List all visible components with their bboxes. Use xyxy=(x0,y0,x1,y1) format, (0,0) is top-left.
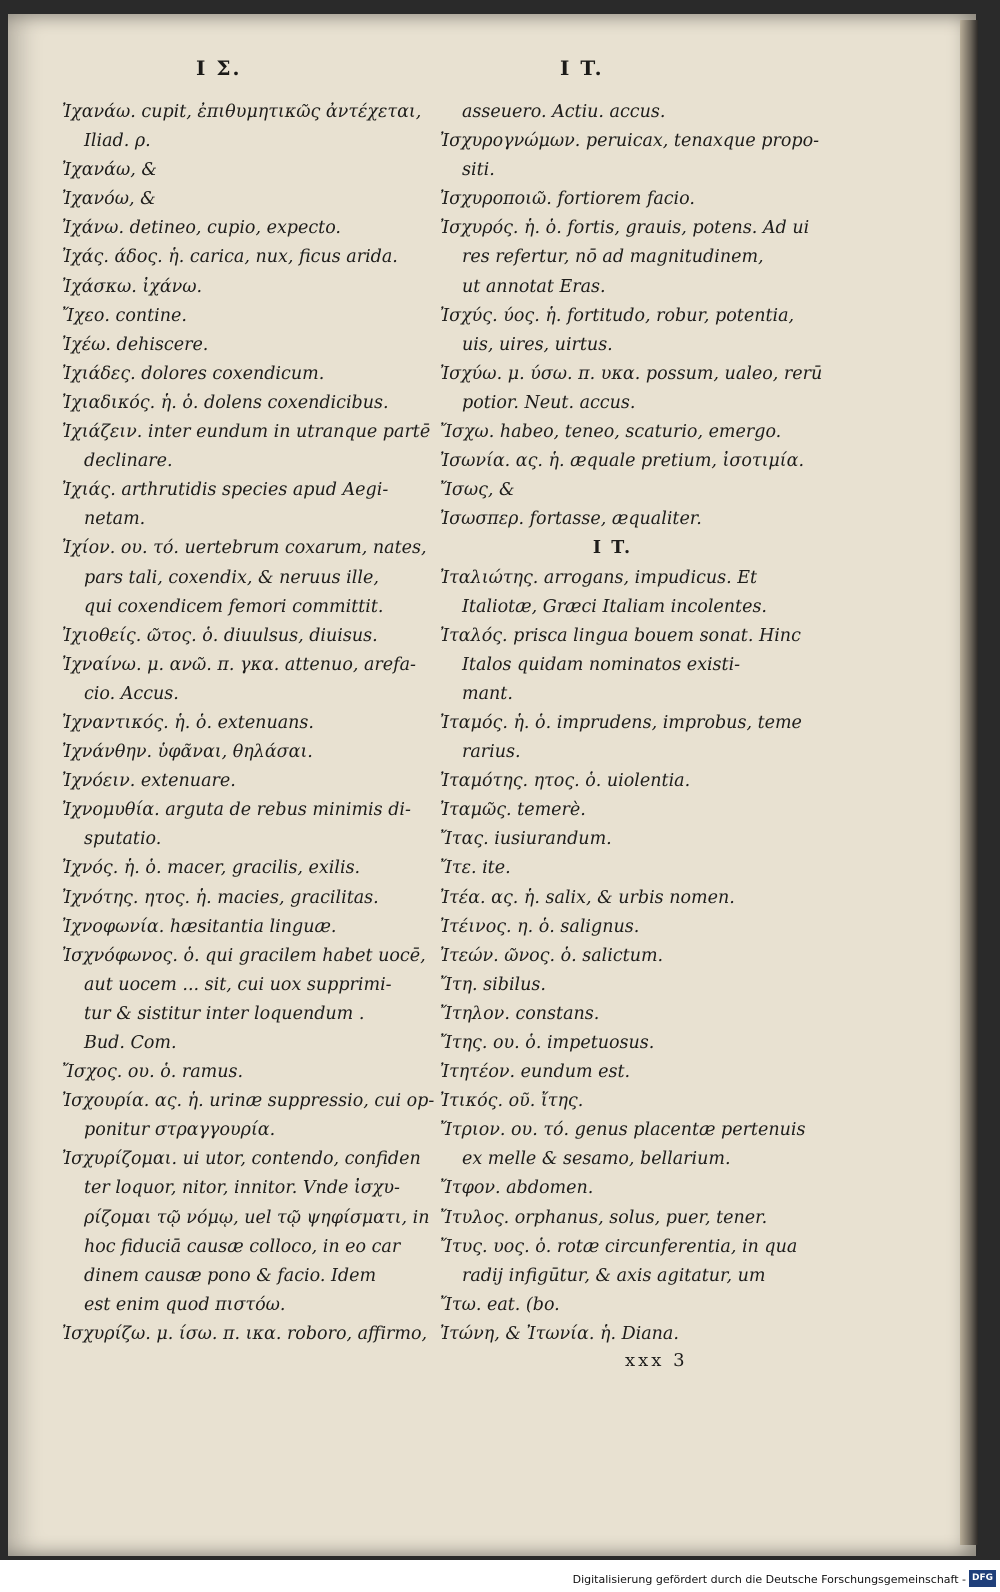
entry-line: ρίζομαι τῷ νόμῳ, uel τῷ ψηφίσματι, in xyxy=(84,1207,430,1228)
entry-line: Ἰσωσπερ. fortasse, æqualiter. xyxy=(440,509,702,530)
entry-line: hoc fiduciā causæ colloco, in eo car xyxy=(84,1236,401,1257)
entry-line: Ἰταλιώτης. arrogans, impudicus. Et xyxy=(440,567,758,588)
entry-line: Ἰσχυρίζω. μ. ίσω. π. ικα. roboro, affirmo, xyxy=(62,1323,428,1344)
entry-line: ter loquor, nitor, innitor. Vnde ἰσχυ- xyxy=(84,1178,400,1199)
entry-line: potior. Neut. accus. xyxy=(462,392,636,413)
entry-line: Ἰχνός. ἡ. ὁ. macer, gracilis, exilis. xyxy=(62,858,361,879)
entry-line: Ἰχάσκω. ἰχάνω. xyxy=(62,276,203,297)
entry-line: Ἰσχυρίζομαι. ui utor, contendo, confiden xyxy=(62,1149,421,1170)
entry-line: Italiotæ, Græci Italiam incolentes. xyxy=(462,596,767,617)
entry-line: Ἰχναίνω. μ. ανῶ. π. γκα. attenuo, arefa- xyxy=(62,654,416,675)
entry-line: Ἰχνάνθην. ὑφᾶναι, θηλάσαι. xyxy=(62,742,313,763)
entry-line: Ἴτηλον. constans. xyxy=(440,1003,600,1024)
entry-line: tur & sistitur inter loquendum . xyxy=(84,1003,365,1024)
entry-line: Ἰχανάω, & xyxy=(62,160,157,181)
entry-line: Ἰσχουρία. ας. ἡ. urinæ suppressio, cui op- xyxy=(62,1091,435,1112)
entry-line: Ἰχνομυθία. arguta de rebus minimis di- xyxy=(62,800,411,821)
entry-line: pars tali, coxendix, & neruus ille, xyxy=(84,567,379,588)
entry-line: Ἰτώνη, & Ἰτωνία. ἡ. Diana. xyxy=(440,1323,679,1344)
entry-line: Ἰσχυρός. ἡ. ὁ. fortis, grauis, potens. Ad ui xyxy=(440,218,810,239)
funding-credit: Digitalisierung gefördert durch die Deutsche Forschungsgemeinschaft - xyxy=(572,1573,966,1586)
entry-line: Ἰχανάω. cupit, ἐπιθυμητικῶς ἀντέχεται, xyxy=(62,102,422,122)
entry-line: Ἰχνότης. ητος. ἡ. macies, gracilitas. xyxy=(62,887,379,908)
entry-line: mant. xyxy=(462,683,513,704)
entry-line: ponitur στραγγουρία. xyxy=(84,1120,276,1141)
entry-line: Ἰχάνω. detineo, cupio, expecto. xyxy=(62,218,341,239)
entry-line: Ἴτας. iusiurandum. xyxy=(440,829,612,850)
entry-line: Ἴτης. ου. ὁ. impetuosus. xyxy=(440,1033,655,1053)
left-column xyxy=(62,98,435,1349)
entry-line: ut annotat Eras. xyxy=(462,276,606,297)
entry-line: netam. xyxy=(84,509,146,530)
entry-line: cio. Accus. xyxy=(84,683,179,704)
entry-line: uis, uires, uirtus. xyxy=(462,334,613,355)
entry-line: rarius. xyxy=(462,742,521,763)
entry-line: Ἴτε. ite. xyxy=(440,858,511,879)
entry-line: Ἰταμός. ἡ. ὁ. imprudens, improbus, teme xyxy=(440,712,802,733)
entry-line: Ἴτυλος. orphanus, solus, puer, tener. xyxy=(440,1207,768,1228)
entry-line: asseuero. Actiu. accus. xyxy=(462,102,666,122)
signature-mark: xxx 3 xyxy=(625,1350,688,1371)
entry-line: Ἰχάς. άδος. ἡ. carica, nux, ficus arida. xyxy=(62,247,398,268)
entry-line: Ἰχιαδικός. ἡ. ὁ. dolens coxendicibus. xyxy=(62,392,389,413)
entry-line: Ἰχιάζειν. inter eundum in utranque partē xyxy=(62,422,431,443)
entry-line: Ἴσχος. ου. ὁ. ramus. xyxy=(62,1062,244,1083)
dfg-logo: DFG xyxy=(969,1570,996,1587)
entry-line: sputatio. xyxy=(84,829,162,850)
entry-line: res refertur, nō ad magnitudinem, xyxy=(462,247,764,268)
entry-line: dinem causæ pono & facio. Idem xyxy=(84,1265,377,1286)
entry-line: Ἴχεο. contine. xyxy=(62,305,187,326)
entry-line: Ἰχνοφωνία. hæsitantia linguæ. xyxy=(62,916,337,937)
page-gutter-edge xyxy=(960,20,978,1545)
entry-line: Ἴτη. sibilus. xyxy=(440,974,546,995)
entry-line: Ἰχνόειν. extenuare. xyxy=(62,771,236,792)
entry-line: Ἰχιάδες. dolores coxendicum. xyxy=(62,363,325,384)
entry-line: Ἰσχυροποιῶ. fortiorem facio. xyxy=(440,189,695,210)
entry-line: Ἰχανόω, & xyxy=(62,189,156,210)
entry-line: Ἰτητέον. eundum est. xyxy=(440,1062,631,1083)
entry-line: aut uocem ... sit, cui uox supprimi- xyxy=(84,974,392,995)
entry-line: declinare. xyxy=(84,451,173,472)
entry-line: Bud. Com. xyxy=(84,1033,177,1053)
entry-line: Ἰταλός. prisca lingua bouem sonat. Hinc xyxy=(440,625,801,646)
entry-line: Ἰχιάς. arthrutidis species apud Aegi- xyxy=(62,480,389,501)
entry-line: Ἰσωνία. ας. ἡ. æquale pretium, ἰσοτιμία. xyxy=(440,451,805,472)
entry-line: radij infigūtur, & axis agitatur, um xyxy=(462,1265,766,1286)
entry-line: Ἰσχνόφωνος. ὁ. qui gracilem habet uocē, xyxy=(62,945,426,966)
entry-line: Ἰτέινος. η. ὁ. salignus. xyxy=(440,916,640,937)
entry-line: Ἰταμῶς. temerè. xyxy=(440,800,586,821)
entry-line: Ἴτφον. abdomen. xyxy=(440,1178,594,1199)
entry-line: ex melle & sesamo, bellarium. xyxy=(462,1149,731,1170)
entry-line: Ἴτω. eat. (bo. xyxy=(440,1294,560,1315)
right-column xyxy=(440,98,823,1349)
entry-line: Ἰτικός. οῦ. ἴτης. xyxy=(440,1091,584,1112)
entry-line: Ἰσχύω. μ. ύσω. π. υκα. possum, ualeo, rerū xyxy=(440,363,823,384)
entry-line: Ἴσως, & xyxy=(440,480,515,501)
entry-line: est enim quod πιστόω. xyxy=(84,1294,286,1315)
section-heading: I T. xyxy=(592,538,633,559)
entry-line: Ἰχιοθείς. ῶτος. ὁ. diuulsus, diuisus. xyxy=(62,625,378,646)
entry-line: qui coxendicem femori committit. xyxy=(84,596,384,617)
entry-line: Iliad. ρ. xyxy=(84,131,151,152)
entry-line: Italos quidam nominatos existi- xyxy=(462,654,741,675)
entry-line: Ἰχναντικός. ἡ. ὁ. extenuans. xyxy=(62,712,314,733)
entry-line: Ἰτέα. ας. ἡ. salix, & urbis nomen. xyxy=(440,887,735,908)
entry-line: Ἰσχύς. ύος. ἡ. fortitudo, robur, potentia, xyxy=(440,305,795,326)
entry-line: Ἰχέω. dehiscere. xyxy=(62,334,209,355)
header-right: I T. xyxy=(560,56,604,80)
entry-line: Ἰταμότης. ητος. ὁ. uiolentia. xyxy=(440,771,691,792)
entry-line: Ἴτυς. υος. ὁ. rotæ circunferentia, in qua xyxy=(440,1236,798,1257)
entry-line: Ἰσχυρογνώμων. peruicax, tenaxque propo- xyxy=(440,131,820,152)
entry-line: Ἰχίον. ου. τό. uertebrum coxarum, nates, xyxy=(62,538,427,559)
entry-line: siti. xyxy=(462,160,495,181)
entry-line: Ἴτριον. ου. τό. genus placentæ pertenuis xyxy=(440,1120,806,1141)
entry-line: Ἴσχω. habeo, teneo, scaturio, emergo. xyxy=(440,422,782,443)
header-left: I Σ. xyxy=(196,56,242,80)
entry-line: Ἰτεών. ῶνος. ὁ. salictum. xyxy=(440,945,664,966)
